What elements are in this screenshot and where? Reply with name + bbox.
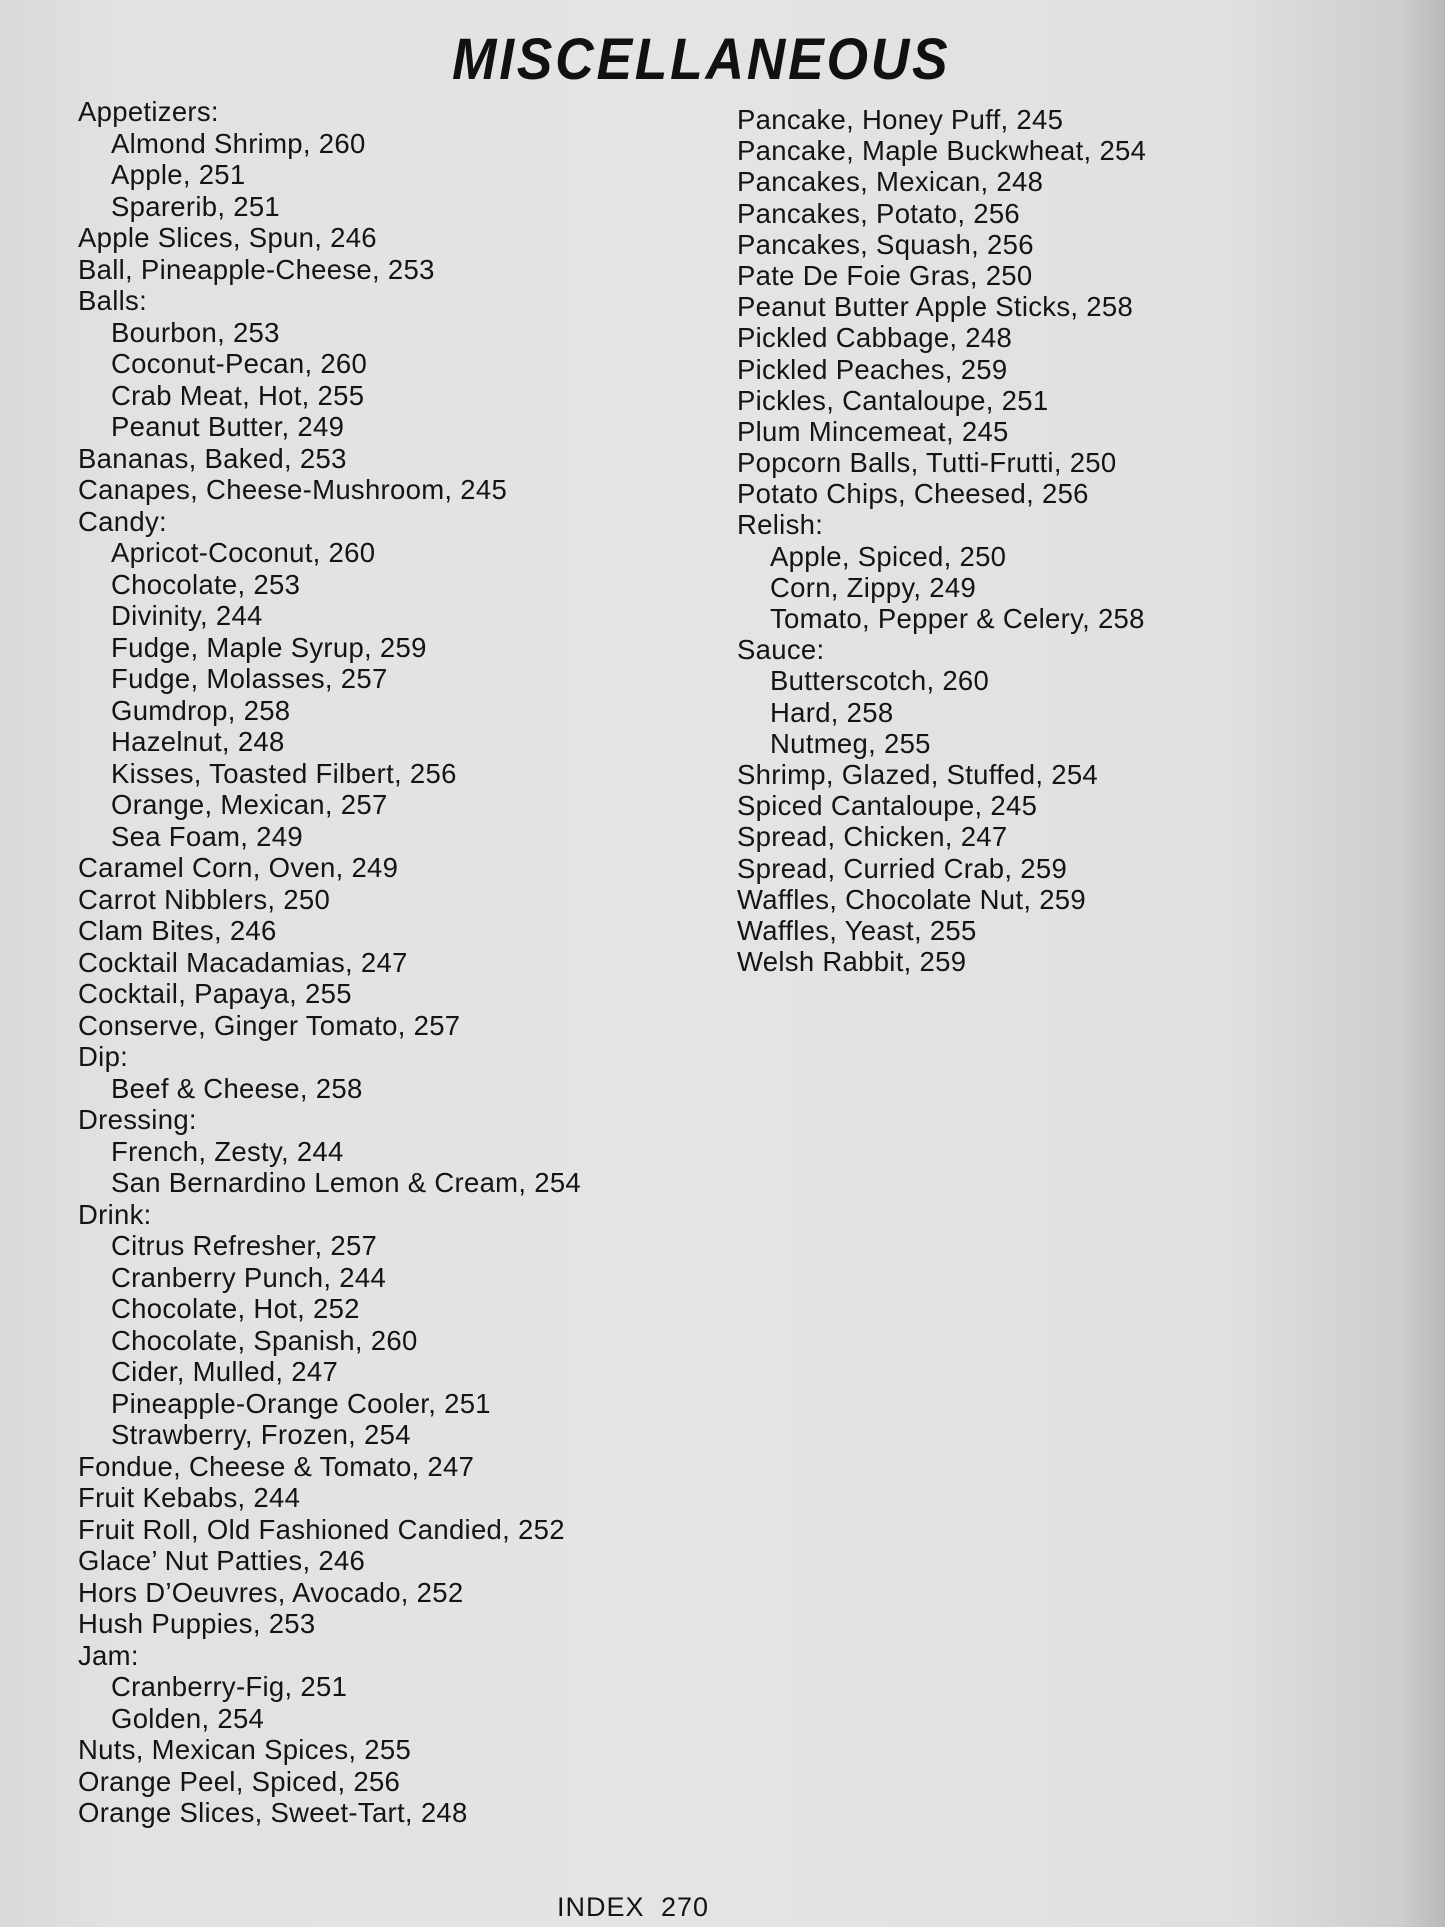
index-entry: Welsh Rabbit, 259 xyxy=(737,946,967,978)
index-subentry: Butterscotch, 260 xyxy=(770,665,990,697)
index-category-heading: Dressing: xyxy=(78,1104,197,1135)
index-entry: Caramel Corn, Oven, 249 xyxy=(78,852,399,883)
index-entry: Fondue, Cheese & Tomato, 247 xyxy=(78,1450,475,1482)
index-subentry: Peanut Butter, 249 xyxy=(111,411,345,442)
index-subentry: Fudge, Maple Syrup, 259 xyxy=(111,631,427,663)
index-column-right xyxy=(737,104,1377,977)
index-subentry: Apple, Spiced, 250 xyxy=(770,540,1007,572)
index-subentry: Tomato, Pepper & Celery, 258 xyxy=(770,603,1145,634)
index-subentry: Nutmeg, 255 xyxy=(770,727,931,759)
index-entry: Clam Bites, 246 xyxy=(78,915,277,946)
page-footer-index-number: INDEX 270 xyxy=(557,1892,710,1922)
index-subentry: Kisses, Toasted Filbert, 256 xyxy=(111,757,457,789)
index-category-heading: Drink: xyxy=(78,1198,152,1230)
index-subentry: Bourbon, 253 xyxy=(111,316,280,348)
index-entry: Nuts, Mexican Spices, 255 xyxy=(78,1734,412,1765)
index-entry: Canapes, Cheese-Mushroom, 245 xyxy=(78,474,508,505)
index-subentry: Coconut-Pecan, 260 xyxy=(111,348,368,379)
index-subentry: Beef & Cheese, 258 xyxy=(111,1072,363,1104)
index-subentry: Apricot-Coconut, 260 xyxy=(111,537,376,568)
index-entry: Pancakes, Potato, 256 xyxy=(737,197,1021,229)
index-subentry: Hazelnut, 248 xyxy=(111,726,285,757)
index-subentry: Golden, 254 xyxy=(111,1702,265,1734)
index-subentry: Sparerib, 251 xyxy=(111,190,281,222)
index-entry: Potato Chips, Cheesed, 256 xyxy=(737,478,1089,510)
index-subentry: San Bernardino Lemon & Cream, 254 xyxy=(111,1167,582,1198)
index-category-heading: Relish: xyxy=(737,509,824,541)
index-entry: Bananas, Baked, 253 xyxy=(78,442,347,474)
index-subentry: Fudge, Molasses, 257 xyxy=(111,663,388,694)
index-subentry: Divinity, 244 xyxy=(111,600,263,631)
index-entry: Peanut Butter Apple Sticks, 258 xyxy=(737,291,1134,323)
index-subentry: Corn, Zippy, 249 xyxy=(770,571,977,603)
index-entry: Hors D’Oeuvres, Avocado, 252 xyxy=(78,1576,464,1608)
index-entry: Cocktail, Papaya, 255 xyxy=(78,978,352,1009)
index-subentry: Chocolate, Spanish, 260 xyxy=(111,1324,418,1356)
index-entry: Orange Slices, Sweet-Tart, 248 xyxy=(78,1797,468,1828)
index-entry: Pate De Foie Gras, 250 xyxy=(737,259,1033,291)
index-entry: Waffles, Yeast, 255 xyxy=(737,914,977,946)
index-entry: Hush Puppies, 253 xyxy=(78,1608,316,1639)
index-entry: Pickles, Cantaloupe, 251 xyxy=(737,384,1049,416)
index-category-heading: Dip: xyxy=(78,1041,129,1072)
index-entry: Plum Mincemeat, 245 xyxy=(737,415,1009,447)
index-entry: Waffles, Chocolate Nut, 259 xyxy=(737,883,1086,915)
index-entry: Ball, Pineapple-Cheese, 253 xyxy=(78,253,435,285)
index-entry: Fruit Kebabs, 244 xyxy=(78,1482,301,1513)
index-entry: Pancakes, Mexican, 248 xyxy=(737,166,1044,198)
index-subentry: Crab Meat, Hot, 255 xyxy=(111,379,365,411)
index-subentry: Apple, 251 xyxy=(111,159,246,190)
index-entry: Cocktail Macadamias, 247 xyxy=(78,946,408,978)
index-subentry: Hard, 258 xyxy=(770,696,894,728)
index-subentry: French, Zesty, 244 xyxy=(111,1135,344,1167)
index-subentry: Citrus Refresher, 257 xyxy=(111,1230,378,1261)
index-subentry: Cranberry-Fig, 251 xyxy=(111,1671,348,1702)
index-category-heading: Jam: xyxy=(78,1639,139,1671)
index-category-heading: Candy: xyxy=(78,505,167,537)
index-category-heading: Sauce: xyxy=(737,634,825,666)
index-entry: Popcorn Balls, Tutti-Frutti, 250 xyxy=(737,447,1117,479)
index-subentry: Pineapple-Orange Cooler, 251 xyxy=(111,1387,491,1419)
index-subentry: Strawberry, Frozen, 254 xyxy=(111,1419,411,1450)
index-entry: Fruit Roll, Old Fashioned Candied, 252 xyxy=(78,1513,565,1545)
index-entry: Spiced Cantaloupe, 245 xyxy=(737,790,1038,822)
index-subentry: Orange, Mexican, 257 xyxy=(111,789,388,820)
index-category-heading: Appetizers: xyxy=(78,96,219,127)
index-entry: Pickled Peaches, 259 xyxy=(737,353,1008,385)
page-title: MISCELLANEOUS xyxy=(452,27,951,92)
index-entry: Orange Peel, Spiced, 256 xyxy=(78,1765,401,1797)
index-entry: Carrot Nibblers, 250 xyxy=(78,883,331,915)
index-column-left xyxy=(78,96,698,1829)
index-entry: Conserve, Ginger Tomato, 257 xyxy=(78,1009,461,1041)
index-entry: Spread, Curried Crab, 259 xyxy=(737,852,1068,884)
index-subentry: Sea Foam, 249 xyxy=(111,820,303,852)
index-category-heading: Balls: xyxy=(78,285,148,316)
index-subentry: Chocolate, Hot, 252 xyxy=(111,1293,360,1324)
index-entry: Apple Slices, Spun, 246 xyxy=(78,222,377,253)
index-entry: Shrimp, Glazed, Stuffed, 254 xyxy=(737,758,1099,790)
index-subentry: Cranberry Punch, 244 xyxy=(111,1261,387,1293)
index-subentry: Chocolate, 253 xyxy=(111,568,301,600)
index-subentry: Gumdrop, 258 xyxy=(111,694,291,726)
index-entry: Pickled Cabbage, 248 xyxy=(737,322,1013,354)
index-entry: Spread, Chicken, 247 xyxy=(737,821,1008,853)
index-subentry: Almond Shrimp, 260 xyxy=(111,127,366,159)
index-entry: Glace’ Nut Patties, 246 xyxy=(78,1545,366,1576)
index-entry: Pancake, Honey Puff, 245 xyxy=(737,104,1064,135)
index-entry: Pancake, Maple Buckwheat, 254 xyxy=(737,135,1147,167)
index-subentry: Cider, Mulled, 247 xyxy=(111,1356,339,1387)
index-entry: Pancakes, Squash, 256 xyxy=(737,228,1034,260)
